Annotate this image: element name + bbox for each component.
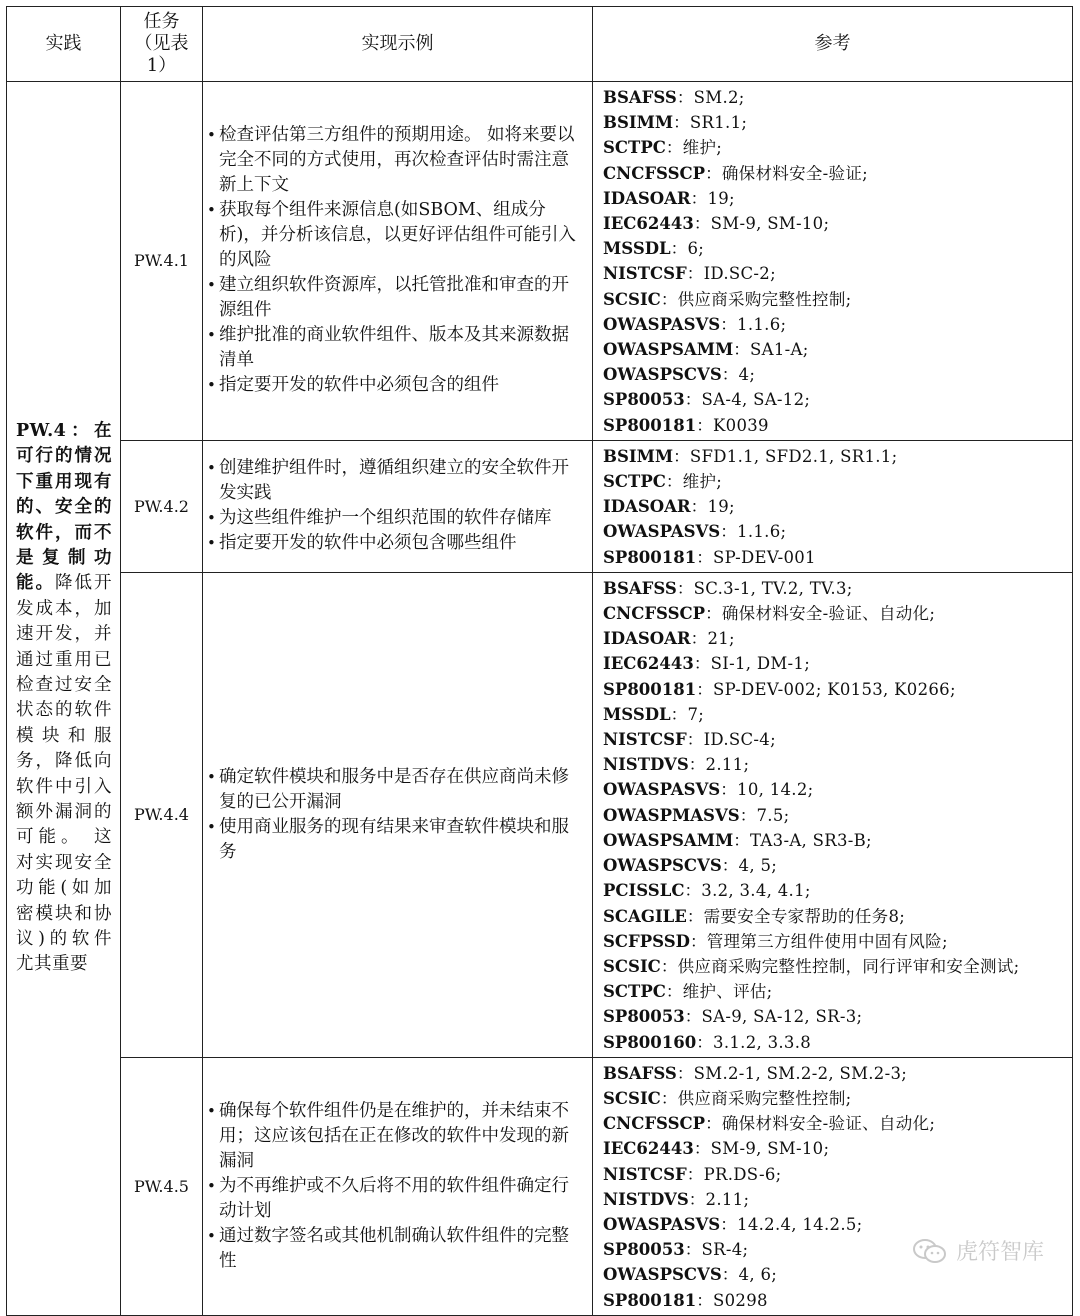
reference-ids: ：供应商采购完整性控制; xyxy=(660,1088,852,1108)
reference-line xyxy=(603,979,1066,1004)
reference-source: PCISSLC xyxy=(603,881,685,901)
reference-ids: ：TA3-A, SR3-B; xyxy=(733,830,872,850)
reference-ids: ：1.1.6; xyxy=(720,314,787,334)
reference-ids: ：维护; xyxy=(665,472,723,492)
reference-source: OWASPASVS xyxy=(603,522,721,542)
reference-source: BSIMM xyxy=(603,113,674,133)
reference-source: BSAFSS xyxy=(603,1063,677,1083)
reference-source: OWASPASVS xyxy=(603,780,721,800)
reference-source: NISTCSF xyxy=(603,264,687,284)
reference-source: OWASPASVS xyxy=(603,1214,721,1234)
reference-source: OWASPSCVS xyxy=(603,856,722,876)
example-item: • 确定软件模块和服务中是否存在供应商尚未修复的已公开漏洞 xyxy=(209,765,584,815)
examples-cell xyxy=(203,572,593,1057)
reference-source: SCAGILE xyxy=(603,906,687,926)
reference-ids: ：SM.2-1, SM.2-2, SM.2-3; xyxy=(676,1063,908,1083)
reference-source: NISTCSF xyxy=(603,730,687,750)
reference-ids: ：3.2, 3.4, 4.1; xyxy=(684,881,811,901)
reference-ids: ：2.11; xyxy=(688,1189,750,1209)
reference-ids: ：2.11; xyxy=(688,755,750,775)
reference-line xyxy=(603,677,1066,702)
reference-line xyxy=(603,261,1066,286)
reference-source: OWASPSCVS xyxy=(603,365,722,385)
references-cell xyxy=(593,572,1073,1057)
reference-source: SP800181 xyxy=(603,547,697,567)
reference-line xyxy=(603,312,1066,337)
reference-line xyxy=(603,727,1066,752)
header-practice: 实践 xyxy=(7,7,121,82)
reference-source: SP80053 xyxy=(603,1007,685,1027)
reference-source: IEC62443 xyxy=(603,214,694,234)
reference-line xyxy=(603,287,1066,312)
reference-line xyxy=(603,702,1066,727)
example-item: • 指定要开发的软件中必须包含哪些组件 xyxy=(209,531,584,556)
reference-line xyxy=(603,1262,1066,1287)
reference-line xyxy=(603,803,1066,828)
reference-source: SCSIC xyxy=(603,1088,661,1108)
reference-line xyxy=(603,1004,1066,1029)
reference-line xyxy=(603,1136,1066,1161)
watermark-text: 虎符智库 xyxy=(955,1240,1044,1265)
reference-ids: ：14.2.4, 14.2.5; xyxy=(720,1214,863,1234)
reference-ids: ：21; xyxy=(690,629,735,649)
table-row xyxy=(7,82,1073,441)
reference-source: NISTDVS xyxy=(603,755,689,775)
header-task-label: 任务（见表1） xyxy=(134,11,189,76)
reference-ids: ：需要安全专家帮助的任务8; xyxy=(686,906,906,926)
examples-list xyxy=(209,765,584,865)
reference-ids: ：10, 14.2; xyxy=(720,780,814,800)
reference-source: SP80053 xyxy=(603,390,685,410)
reference-source: NISTCSF xyxy=(603,1164,687,1184)
reference-source: OWASPSAMM xyxy=(603,340,734,360)
reference-ids: ：ID.SC-2; xyxy=(686,264,776,284)
reference-line xyxy=(603,828,1066,853)
example-item: • 通过数字签名或其他机制确认软件组件的完整性 xyxy=(209,1224,584,1274)
reference-ids: ：4, 6; xyxy=(721,1265,778,1285)
reference-ids: ：维护; xyxy=(665,138,723,158)
watermark xyxy=(912,1235,1044,1266)
reference-source: IEC62443 xyxy=(603,654,694,674)
reference-line xyxy=(603,387,1066,412)
reference-ids: ：SP-DEV-001 xyxy=(696,547,816,567)
reference-source: CNCFSSCP xyxy=(603,604,706,624)
reference-source: IEC62443 xyxy=(603,1139,694,1159)
task-id: PW.4.5 xyxy=(121,1057,203,1315)
reference-source: SCSIC xyxy=(603,956,661,976)
reference-ids: ：SA-9, SA-12, SR-3; xyxy=(684,1007,863,1027)
references-cell xyxy=(593,1057,1073,1315)
reference-ids: ：S0298 xyxy=(696,1290,768,1310)
reference-source: OWASPSAMM xyxy=(603,830,734,850)
reference-ids: ：SA-4, SA-12; xyxy=(684,390,811,410)
reference-ids: ：6; xyxy=(670,239,705,259)
table-row xyxy=(7,1057,1073,1315)
reference-ids: ：19; xyxy=(690,497,735,517)
reference-source: BSAFSS xyxy=(603,88,677,107)
reference-source: BSIMM xyxy=(603,446,674,466)
reference-ids: ：供应商采购完整性控制; xyxy=(660,289,852,309)
reference-source: SP800181 xyxy=(603,679,697,699)
references-cell xyxy=(593,440,1073,572)
references-cell xyxy=(593,82,1073,441)
reference-line xyxy=(603,601,1066,626)
reference-ids: ：SFD1.1, SFD2.1, SR1.1; xyxy=(673,446,898,466)
example-item: • 为这些组件维护一个组织范围的软件存储库 xyxy=(209,506,584,531)
reference-line xyxy=(603,110,1066,135)
wechat-icon xyxy=(912,1238,948,1264)
reference-line xyxy=(603,444,1066,469)
reference-line xyxy=(603,469,1066,494)
task-id: PW.4.1 xyxy=(121,82,203,441)
reference-source: IDASOAR xyxy=(603,188,691,208)
examples-cell xyxy=(203,82,593,441)
reference-source: IDASOAR xyxy=(603,629,691,649)
reference-line xyxy=(603,413,1066,438)
example-item: • 为不再维护或不久后将不用的软件组件确定行动计划 xyxy=(209,1174,584,1224)
reference-ids: ：供应商采购完整性控制，同行评审和安全测试; xyxy=(660,956,1020,976)
reference-source: SCSIC xyxy=(603,289,661,309)
reference-line xyxy=(603,576,1066,601)
table-row xyxy=(7,440,1073,572)
reference-source: SP80053 xyxy=(603,1240,685,1260)
practice-body: 降低开发成本，加速开发，并通过重用已检查过安全状态的软件模块和服务，降低向软件中引入额外漏洞的可能。 这对实现安全功能(如加密模块和协议)的软件尤其重要 xyxy=(16,573,112,975)
reference-source: SP800181 xyxy=(603,415,697,435)
reference-line xyxy=(603,519,1066,544)
reference-line xyxy=(603,853,1066,878)
reference-ids: ：SM-9, SM-10; xyxy=(693,1139,830,1159)
example-item: • 确保每个软件组件仍是在维护的，并未结束不用；这应该包括在正在修改的软件中发现的新漏洞 xyxy=(209,1099,584,1174)
reference-ids: ：确保材料安全-验证; xyxy=(705,163,869,183)
reference-source: NISTDVS xyxy=(603,1189,689,1209)
reference-ids: ：SR1.1; xyxy=(673,113,748,133)
example-item: • 维护批准的商业软件组件、版本及其来源数据清单 xyxy=(209,323,584,373)
reference-source: CNCFSSCP xyxy=(603,163,706,183)
reference-source: OWASPMASVS xyxy=(603,805,740,825)
reference-line xyxy=(603,878,1066,903)
references-list xyxy=(603,1061,1066,1313)
reference-ids: ：ID.SC-4; xyxy=(686,730,776,750)
example-item: • 检查评估第三方组件的预期用途。 如将来要以完全不同的方式使用，再次检查评估时需注意新上下文 xyxy=(209,123,584,198)
reference-line xyxy=(603,161,1066,186)
reference-line xyxy=(603,752,1066,777)
reference-ids: ：19; xyxy=(690,188,735,208)
reference-ids: ：管理第三方组件使用中固有风险; xyxy=(689,931,948,951)
example-item: • 指定要开发的软件中必须包含的组件 xyxy=(209,373,584,398)
reference-source: SP800181 xyxy=(603,1290,697,1310)
reference-source: MSSDL xyxy=(603,239,671,259)
reference-ids: ：SR-4; xyxy=(684,1240,749,1260)
practice-title: PW.4：在可行的情况下重用现有的、安全的软件，而不是复制功能。 xyxy=(16,420,112,594)
reference-ids: ：4; xyxy=(721,365,756,385)
reference-line xyxy=(603,1212,1066,1237)
example-item: • 获取每个组件来源信息(如SBOM、组成分析)，并分析该信息，以更好评估组件可能引入的风险 xyxy=(209,198,584,273)
task-id: PW.4.4 xyxy=(121,572,203,1057)
reference-line xyxy=(603,186,1066,211)
reference-ids: ：维护、评估; xyxy=(665,982,773,1002)
reference-line xyxy=(603,1288,1066,1313)
reference-line xyxy=(603,777,1066,802)
examples-cell xyxy=(203,1057,593,1315)
reference-line xyxy=(603,904,1066,929)
reference-line xyxy=(603,85,1066,110)
example-item: • 创建维护组件时，遵循组织建立的安全软件开发实践 xyxy=(209,456,584,506)
reference-line xyxy=(603,626,1066,651)
reference-line xyxy=(603,211,1066,236)
examples-cell xyxy=(203,440,593,572)
practice-cell xyxy=(7,82,121,1316)
reference-line xyxy=(603,236,1066,261)
reference-line xyxy=(603,1187,1066,1212)
reference-source: SCTPC xyxy=(603,472,666,492)
examples-list xyxy=(209,456,584,556)
reference-ids: ：SM-9, SM-10; xyxy=(693,214,830,234)
reference-ids: ：K0039 xyxy=(696,415,769,435)
reference-ids: ：4, 5; xyxy=(721,856,778,876)
reference-ids: ：确保材料安全-验证、自动化; xyxy=(705,1114,936,1134)
reference-source: IDASOAR xyxy=(603,497,691,517)
reference-source: SP800160 xyxy=(603,1032,697,1052)
header-references: 参考 xyxy=(593,7,1073,82)
reference-source: OWASPSCVS xyxy=(603,1265,722,1285)
header-task xyxy=(121,7,203,82)
reference-line xyxy=(603,337,1066,362)
reference-ids: ：确保材料安全-验证、自动化; xyxy=(705,604,936,624)
reference-line xyxy=(603,1111,1066,1136)
reference-source: BSAFSS xyxy=(603,578,677,598)
reference-line xyxy=(603,362,1066,387)
examples-list xyxy=(209,1099,584,1274)
examples-list xyxy=(209,123,584,398)
reference-ids: ：SI-1, DM-1; xyxy=(693,654,811,674)
reference-line xyxy=(603,1030,1066,1055)
reference-ids: ：SP-DEV-002; K0153, K0266; xyxy=(696,679,956,699)
example-item: • 使用商业服务的现有结果来审查软件模块和服务 xyxy=(209,815,584,865)
reference-ids: ：7.5; xyxy=(739,805,790,825)
reference-ids: ：1.1.6; xyxy=(720,522,787,542)
example-item: • 建立组织软件资源库，以托管批准和审查的开源组件 xyxy=(209,273,584,323)
reference-ids: ：SM.2; xyxy=(676,88,745,107)
reference-source: SCTPC xyxy=(603,138,666,158)
table-row xyxy=(7,572,1073,1057)
reference-line xyxy=(603,545,1066,570)
reference-ids: ：SA1-A; xyxy=(733,340,809,360)
header-examples: 实现示例 xyxy=(203,7,593,82)
reference-line xyxy=(603,1162,1066,1187)
references-list xyxy=(603,576,1066,1055)
reference-table xyxy=(6,6,1073,1316)
reference-source: SCTPC xyxy=(603,982,666,1002)
reference-line xyxy=(603,929,1066,954)
reference-line xyxy=(603,1086,1066,1111)
reference-line xyxy=(603,651,1066,676)
reference-source: OWASPASVS xyxy=(603,314,721,334)
reference-source: MSSDL xyxy=(603,704,671,724)
table-header-row xyxy=(7,7,1073,82)
reference-line xyxy=(603,494,1066,519)
references-list xyxy=(603,444,1066,570)
practice-description xyxy=(16,419,112,978)
task-id: PW.4.2 xyxy=(121,440,203,572)
references-list xyxy=(603,85,1066,438)
reference-line xyxy=(603,1061,1066,1086)
reference-line xyxy=(603,954,1066,979)
reference-ids: ：SC.3-1, TV.2, TV.3; xyxy=(676,578,853,598)
reference-line xyxy=(603,135,1066,160)
reference-source: CNCFSSCP xyxy=(603,1114,706,1134)
reference-ids: ：PR.DS-6; xyxy=(686,1164,782,1184)
reference-ids: ：3.1.2, 3.3.8 xyxy=(696,1032,812,1052)
reference-ids: ：7; xyxy=(670,704,705,724)
reference-source: SCFPSSD xyxy=(603,931,690,951)
